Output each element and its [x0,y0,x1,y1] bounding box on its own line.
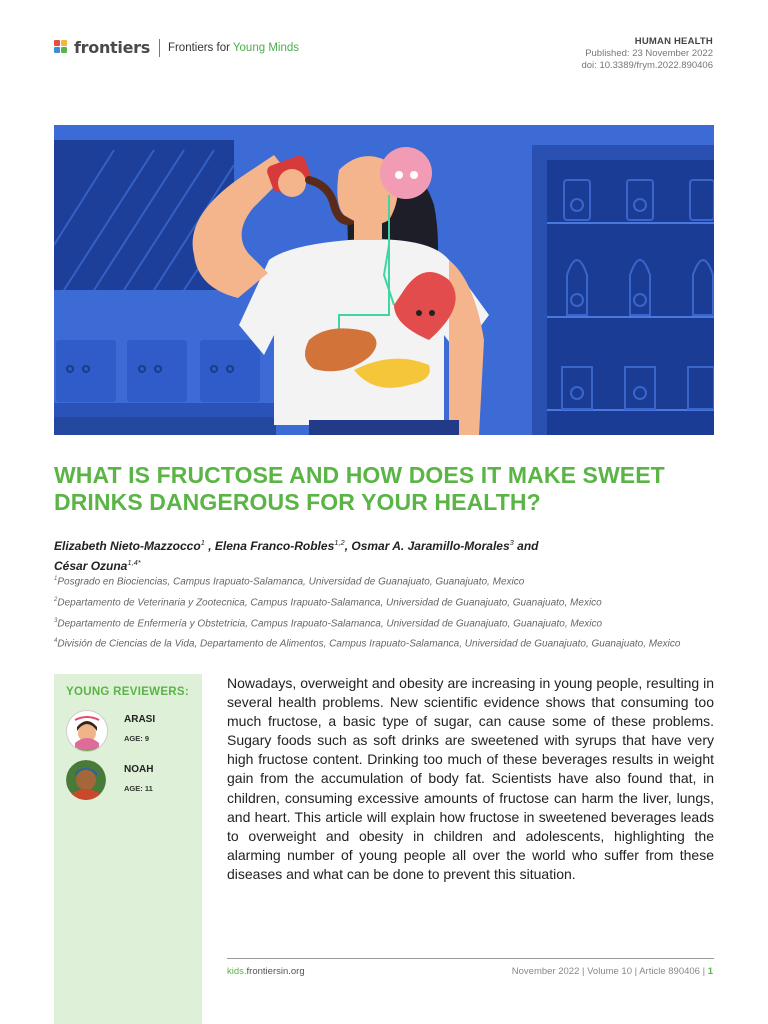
author[interactable]: Osmar A. Jaramillo-Morales [351,539,510,553]
affiliation: $^3$Departamento de Enfermería y Obstetricia, Campus Irapuato-Salamanca, Universidad de Guanajuato, Guanajuato, Mexico [54,617,603,629]
reviewer-age: AGE: 11 [124,784,153,793]
affiliation: $^2$Departamento de Veterinaria y Zootecnica, Campus Irapuato-Salamanca, Universidad de Guanajuato, Guanajuato, Mexico [54,596,602,609]
young-reviewers-sidebar [54,674,202,1024]
reviewer-card [66,760,196,804]
footer-citation: November 2022 | Volume 10 | Article 890406 | 1 [511,966,713,977]
brand-name: frontiers [74,38,150,57]
footer-website[interactable]: kids.frontiersin.org [227,966,305,977]
frontiers-logo[interactable] [54,38,299,57]
page-number: 1 [707,966,713,977]
cabinets-illustration [54,340,276,435]
reviewer-age: AGE: 9 [124,734,150,743]
frontiers-logo-icon [54,40,70,56]
section-label: HUMAN HEALTH [634,36,713,47]
affiliations [54,573,714,656]
journal-name: Frontiers for Young Minds [167,41,299,54]
logo-divider [159,39,160,57]
author-list: Elizabeth Nieto-Mazzocco$^1$ , Elena Franco-Robles$^{1,2}$, Osmar A. Jaramillo-Morales$^3$ and César Ozuna$^{1,4*}$ [54,538,539,573]
footer-divider [227,958,714,959]
reviewer-card [66,710,196,754]
author[interactable]: Elena Franco-Robles [214,539,335,553]
affiliation: $^1$Posgrado en Biociencias, Campus Irapuato-Salamanca, Universidad de Guanajuato, Guanajuato, Mexico [54,576,525,588]
avatar [66,760,106,800]
author[interactable]: Elizabeth Nieto-Mazzocco [54,539,201,553]
reviewers-heading: YOUNG REVIEWERS: [66,686,190,698]
affiliation: $^4$División de Ciencias de la Vida, Departamento de Alimentos, Campus Irapuato-Salamanca, Universidad de Guanajuato, Guanajuato, Mexico [54,638,681,650]
doi[interactable]: doi: 10.3389/frym.2022.890406 [581,60,713,71]
hero-illustration [54,125,714,435]
abstract: Nowadays, overweight and obesity are increasing in young people, resulting in several health problems. New scientific evidence shows that consuming too much fructose, a basic type of sugar, can cause some of these problems. Sugary foods such as soft drinks are sweetened with syrups that have very high fructose content. Drinking too much of these beverages results in weight gain from the accumulation of body fat. Scientists have also found that, in children, consuming excessive amounts of fructose can harm the liver, lungs, and heart. This article will explain how fructose in sweetened beverages leads to overweight and obesity in children and adolescents, highlighting the alarming number of young people all over the world who suffer from these diseases and what can be done to prevent this situation. [227,675,714,882]
published-date: Published: 23 November 2022 [585,48,713,59]
vending-machine-illustration [532,145,714,435]
author[interactable]: César Ozuna [54,558,128,573]
avatar [66,710,108,752]
article-meta [581,36,713,72]
reviewer-name: NOAH [124,764,154,775]
reviewer-name: ARASI [124,714,156,725]
article-title: WHAT IS FRUCTOSE AND HOW DOES IT MAKE SWEET DRINKS DANGEROUS FOR YOUR HEALTH? [54,462,665,515]
